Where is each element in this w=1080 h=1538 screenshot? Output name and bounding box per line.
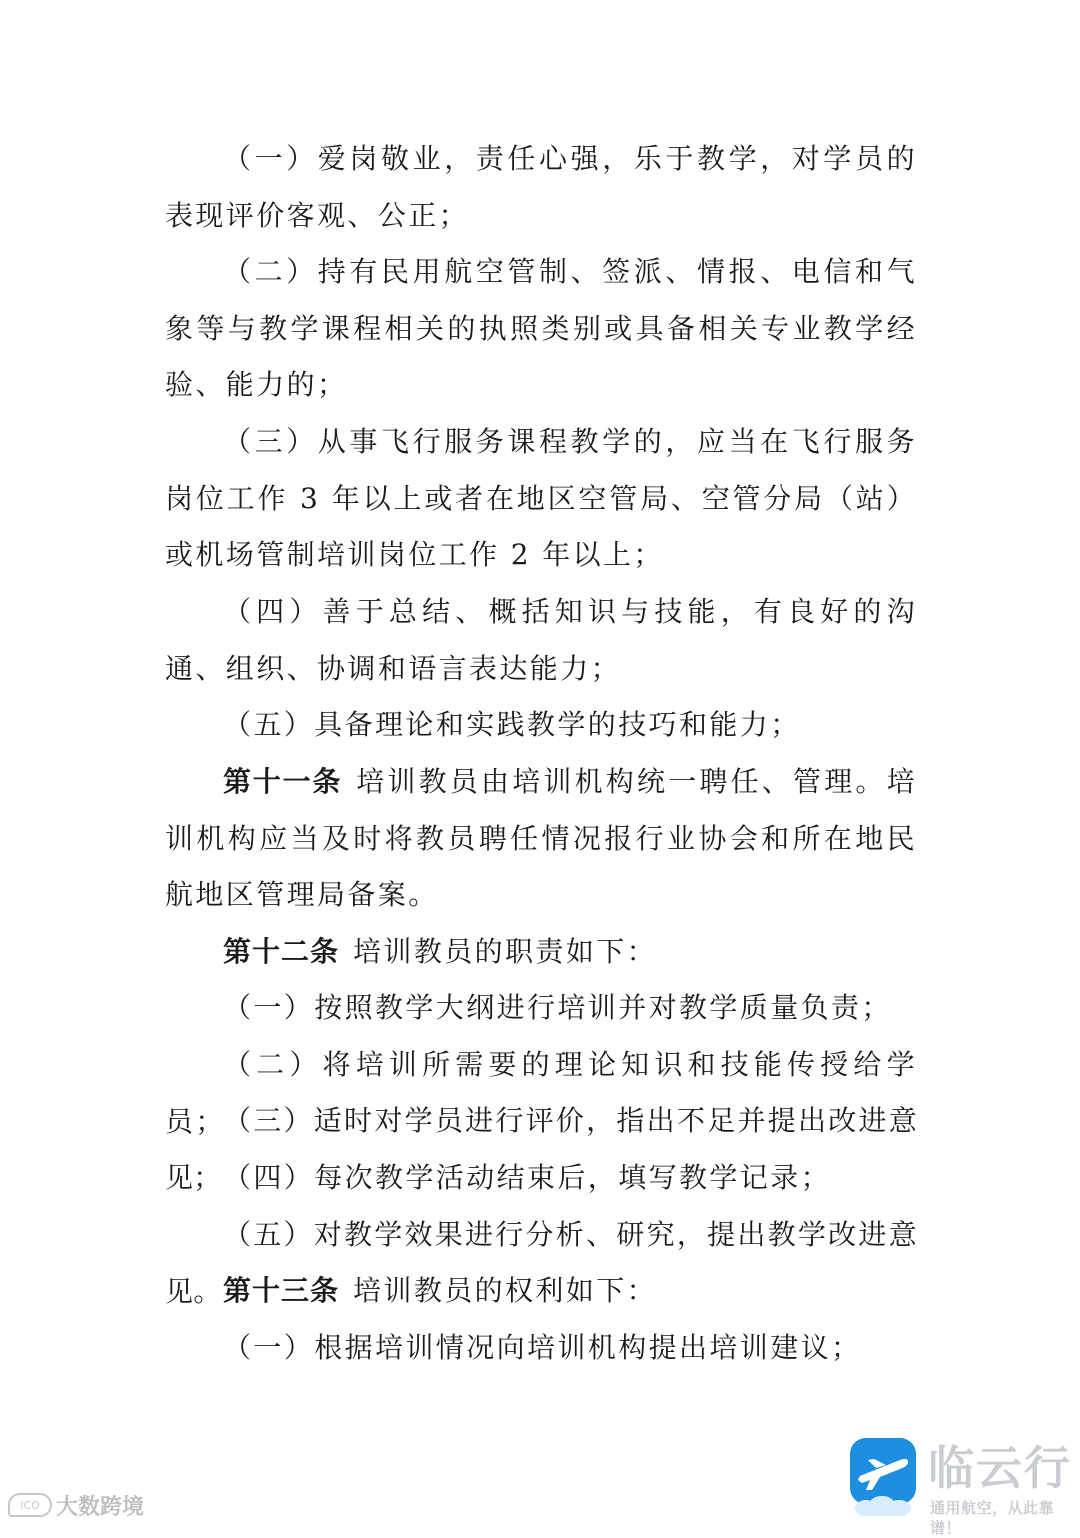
paragraph-text: （五）具备理论和实践教学的技巧和能力； bbox=[223, 708, 801, 741]
brand-name: 临云行 bbox=[928, 1441, 1072, 1495]
paragraph-text: （四）善于总结、概括知识与技能，有良好的沟通、组织、协调和语言表达能力； bbox=[165, 595, 917, 685]
paragraph-text: （一）按照教学大纲进行培训并对教学质量负责； bbox=[223, 991, 892, 1024]
watermark-right bbox=[850, 1438, 1075, 1537]
paragraph-item-3 bbox=[165, 414, 917, 584]
weibo-style-logo-icon: ICO bbox=[8, 1493, 52, 1517]
watermark-left bbox=[8, 1490, 144, 1520]
article-heading: 第十二条 bbox=[223, 935, 340, 968]
paragraph-text: （三）从事飞行服务课程教学的，应当在飞行服务岗位工作 3 年以上或者在地区空管局、空管分局（站）或机场管制培训岗位工作 2 年以上； bbox=[165, 425, 917, 571]
article-text: 培训教员的权利如下： bbox=[353, 1274, 658, 1307]
airplane-logo-icon bbox=[850, 1438, 916, 1504]
paragraph-item-12-1 bbox=[165, 980, 917, 1037]
cloud-icon bbox=[854, 1496, 912, 1518]
paragraph-text: （四）每次教学活动结束后，填写教学记录； bbox=[223, 1161, 832, 1194]
article-text: 培训教员的职责如下： bbox=[353, 935, 658, 968]
paragraph-item-2 bbox=[165, 244, 917, 414]
paragraph-text: （五）对教学效果进行分析、研究，提出教学改进意见。 bbox=[165, 1218, 917, 1308]
article-heading: 第十三条 bbox=[223, 1274, 340, 1307]
paragraph-item-13-1 bbox=[165, 1320, 917, 1377]
paragraph-item-4 bbox=[165, 584, 917, 697]
paragraph-item-1 bbox=[165, 131, 917, 244]
article-11 bbox=[165, 754, 917, 924]
article-text: 培训教员由培训机构统一聘任、管理。培训机构应当及时将教员聘任情况报行业协会和所在地民航地区管理局备案。 bbox=[165, 765, 917, 911]
brand-slogan: 通用航空，从此靠谱！ bbox=[930, 1499, 1055, 1537]
paragraph-text: （一）爱岗敬业，责任心强，乐于教学，对学员的表现评价客观、公正； bbox=[165, 142, 917, 232]
watermark-left-text: 大数跨境 bbox=[56, 1494, 145, 1520]
paragraph-item-5 bbox=[165, 697, 917, 754]
paragraph-item-12-4 bbox=[165, 1150, 917, 1207]
paragraph-text: （二）持有民用航空管制、签派、情报、电信和气象等与教学课程相关的执照类别或具备相关专业教学经验、能力的； bbox=[165, 255, 917, 401]
article-13 bbox=[165, 1263, 917, 1320]
article-heading: 第十一条 bbox=[223, 765, 343, 798]
article-12 bbox=[165, 924, 917, 981]
paragraph-text: （二）将培训所需要的理论知识和技能传授给学员； bbox=[165, 1048, 917, 1138]
paragraph-text: （三）适时对学员进行评价，指出不足并提出改进意见； bbox=[165, 1104, 917, 1194]
paragraph-text: （一）根据培训情况向培训机构提出培训建议； bbox=[223, 1331, 862, 1364]
